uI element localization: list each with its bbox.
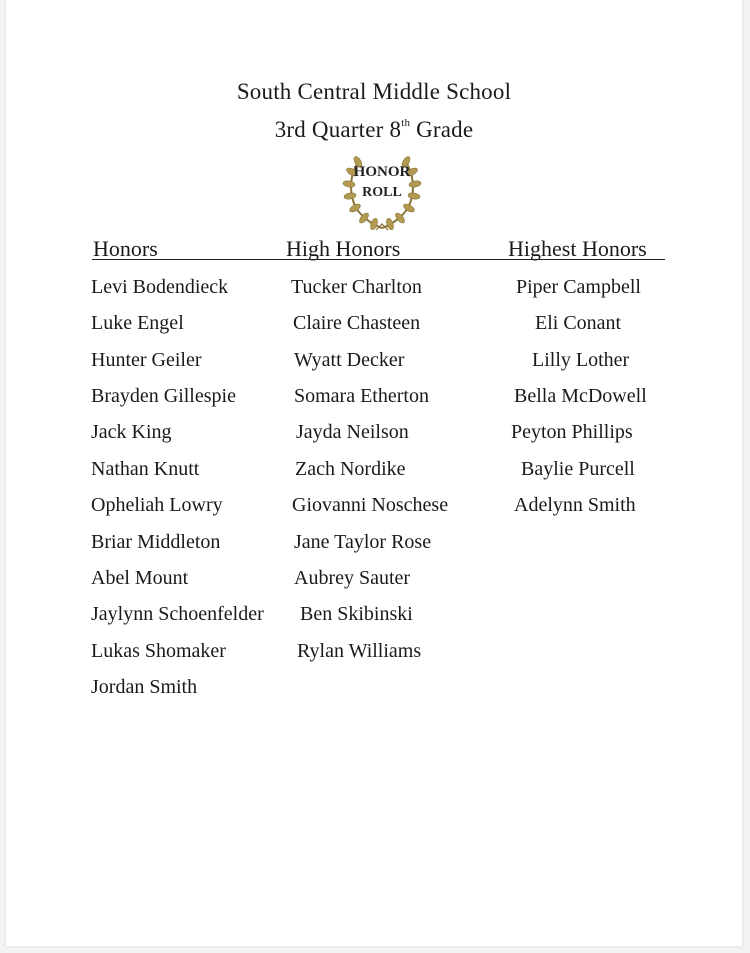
grade-subtitle <box>6 117 742 143</box>
high-honors-name: Rylan Williams <box>297 640 422 662</box>
honors-name: Brayden Gillespie <box>91 385 236 407</box>
highest-honors-name: Bella McDowell <box>514 385 647 407</box>
honors-name: Lukas Shomaker <box>91 640 226 662</box>
highest-honors-name: Piper Campbell <box>516 276 641 298</box>
honors-name: Hunter Geiler <box>91 349 202 371</box>
highest-honors-name: Eli Conant <box>535 312 622 334</box>
logo-word-roll: ROLL <box>362 185 402 200</box>
column-heading-highest-honors: Highest Honors <box>508 236 647 261</box>
logo-word-honor: HONOR <box>353 164 411 180</box>
highest-honors-name: Adelynn Smith <box>514 494 636 516</box>
subtitle-prefix: 3rd Quarter 8 <box>274 117 402 142</box>
high-honors-name: Claire Chasteen <box>293 312 421 334</box>
honors-name: Jaylynn Schoenfelder <box>91 603 264 625</box>
high-honors-name: Giovanni Noschese <box>292 494 449 516</box>
high-honors-name: Wyatt Decker <box>294 349 405 371</box>
honors-name: Levi Bodendieck <box>91 276 229 298</box>
high-honors-name: Somara Etherton <box>294 385 429 407</box>
column-heading-high-honors: High Honors <box>286 236 401 261</box>
honors-name: Nathan Knutt <box>91 458 200 480</box>
high-honors-name: Jane Taylor Rose <box>294 531 432 553</box>
subtitle-suffix: Grade <box>410 117 474 142</box>
high-honors-name: Aubrey Sauter <box>294 567 411 589</box>
high-honors-name: Zach Nordike <box>295 458 406 480</box>
highest-honors-name: Peyton Phillips <box>511 421 633 443</box>
honor-roll-logo <box>338 148 426 234</box>
honors-name: Luke Engel <box>91 312 184 334</box>
honors-name: Opheliah Lowry <box>91 494 223 516</box>
honors-name: Jack King <box>91 421 172 443</box>
heading-underline <box>92 259 665 260</box>
high-honors-name: Jayda Neilson <box>296 421 409 443</box>
honors-name: Abel Mount <box>91 567 189 589</box>
honors-name: Jordan Smith <box>91 676 198 698</box>
honors-name: Briar Middleton <box>91 531 221 553</box>
highest-honors-name: Baylie Purcell <box>521 458 635 480</box>
high-honors-name: Ben Skibinski <box>300 603 413 625</box>
document-page <box>6 0 742 946</box>
subtitle-superscript: th <box>401 117 411 130</box>
school-title: South Central Middle School <box>236 79 512 104</box>
high-honors-name: Tucker Charlton <box>291 276 422 298</box>
highest-honors-name: Lilly Lother <box>532 349 630 371</box>
column-heading-honors: Honors <box>93 236 158 261</box>
